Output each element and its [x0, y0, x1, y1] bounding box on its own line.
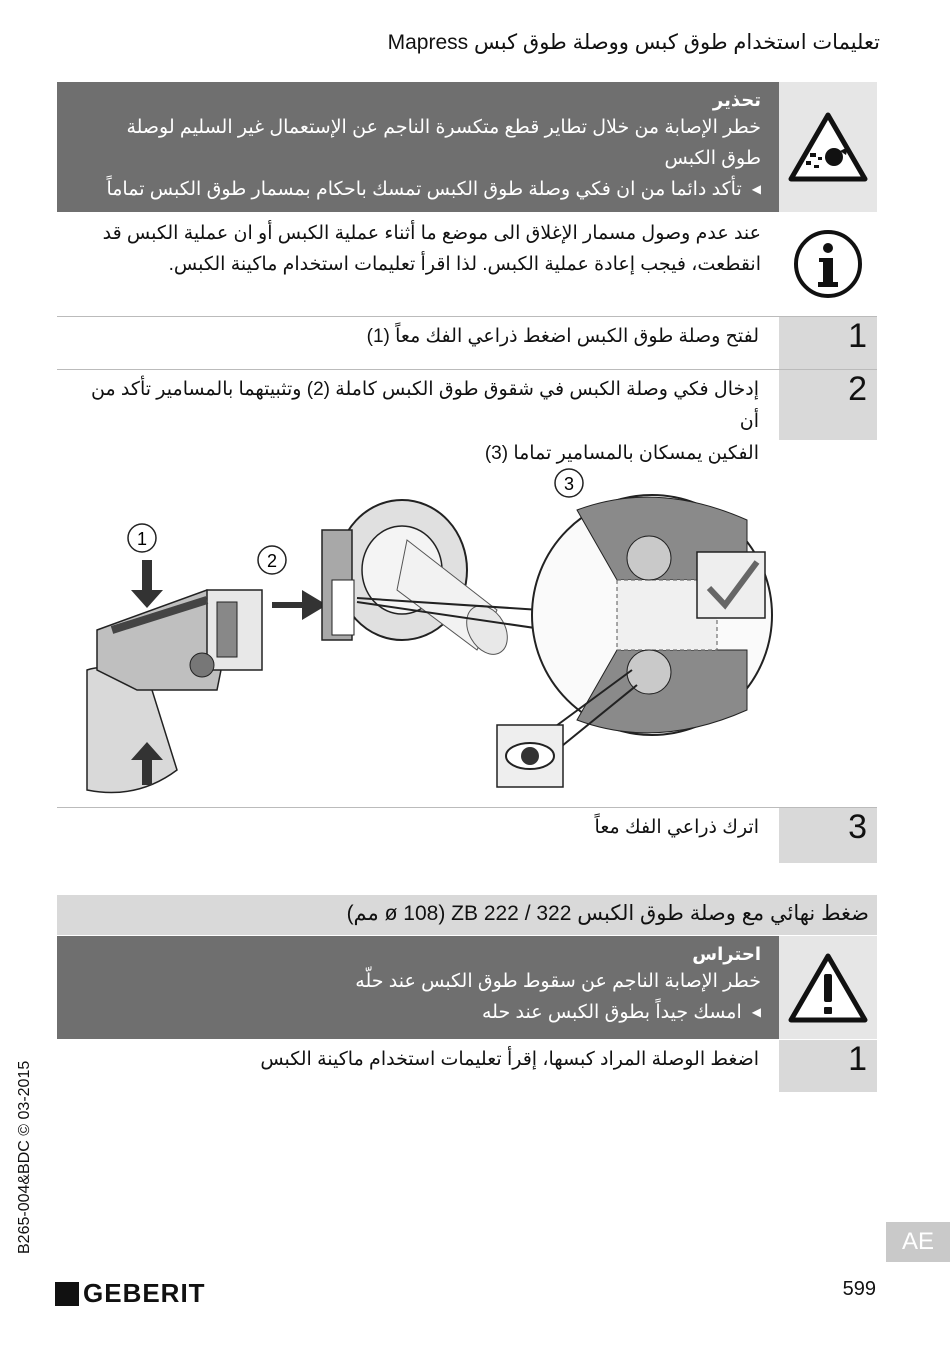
document-code: B265-004&BDC © 03-2015	[16, 1060, 33, 1254]
section2-step-1	[57, 1040, 877, 1092]
logo-square-icon	[55, 1282, 79, 1306]
info-text-line1: عند عدم وصول مسمار الإغلاق الى موضع ما أثناء عملية الكبس أو ان عملية الكبس قد	[102, 223, 761, 244]
step-text: اضغط الوصلة المراد كبسها، إقرأ تعليمات استخدام ماكينة الكبس	[260, 1049, 759, 1070]
step-3	[57, 807, 877, 863]
step-text-line1: إدخال فكي وصلة الكبس في شقوق طوق الكبس كاملة (2) وتثبيتهما بالمسامير تأكد من أن	[91, 379, 759, 432]
caution-bullet: امسك جيداً بطوق الكبس عند حله	[482, 1002, 742, 1023]
step-number: 3	[779, 808, 877, 863]
step-number: 1	[779, 317, 877, 369]
caution-text-line1: خطر الإصابة الناجم عن سقوط طوق الكبس عند حلّه	[355, 971, 761, 992]
page-number: 599	[842, 1278, 876, 1300]
callout-2	[258, 546, 286, 574]
info-box	[57, 212, 877, 317]
press-jaw-illustration	[57, 440, 877, 807]
step-text-line2: الفكين يمسكان بالمسامير تماما (3)	[484, 443, 759, 464]
caution-title: احتراس	[692, 944, 761, 964]
warning-title: تحذير	[712, 90, 761, 110]
warning-text-line1: خطر الإصابة من خلال تطاير قطع متكسرة الناجم عن الإستعمال غير السليم لوصلة	[126, 117, 761, 138]
page-title: تعليمات استخدام طوق كبس ووصلة طوق كبس Mapress	[387, 31, 880, 54]
callout-3	[555, 469, 583, 497]
step-1	[57, 316, 877, 369]
caution-box	[57, 936, 877, 1039]
svg-text:2: 2	[266, 551, 278, 571]
step-2	[57, 369, 877, 464]
warning-bullet: تأكد دائما من ان فكي وصلة طوق الكبس تمسك باحكام بمسمار طوق الكبس تماماً	[106, 179, 742, 200]
step-text: اترك ذراعي الفك معاً	[594, 817, 759, 838]
brand-name: GEBERIT	[83, 1278, 206, 1308]
step-number: 1	[779, 1040, 877, 1092]
callout-1	[128, 524, 156, 552]
language-tab: AE	[886, 1222, 950, 1262]
step-text: لفتح وصلة طوق الكبس اضغط ذراعي الفك معاً (1)	[366, 326, 759, 347]
flying-debris-warning-icon	[777, 82, 877, 212]
warning-box	[57, 82, 877, 212]
info-text-line2: انقطعت، فيجب إعادة عملية الكبس. لذا اقرأ تعليمات استخدام ماكينة الكبس.	[168, 254, 761, 275]
geberit-logo	[55, 1278, 206, 1309]
info-icon	[779, 212, 877, 316]
warning-text-line2: طوق الكبس	[664, 148, 761, 169]
svg-text:1: 1	[136, 529, 148, 549]
section-heading: ضغط نهائي مع وصلة طوق الكبس ZB 222 / 322 (ø 108 مم)	[57, 895, 877, 935]
step-number: 2	[779, 370, 877, 440]
exclamation-warning-icon	[777, 936, 877, 1039]
svg-text:3: 3	[563, 474, 575, 494]
